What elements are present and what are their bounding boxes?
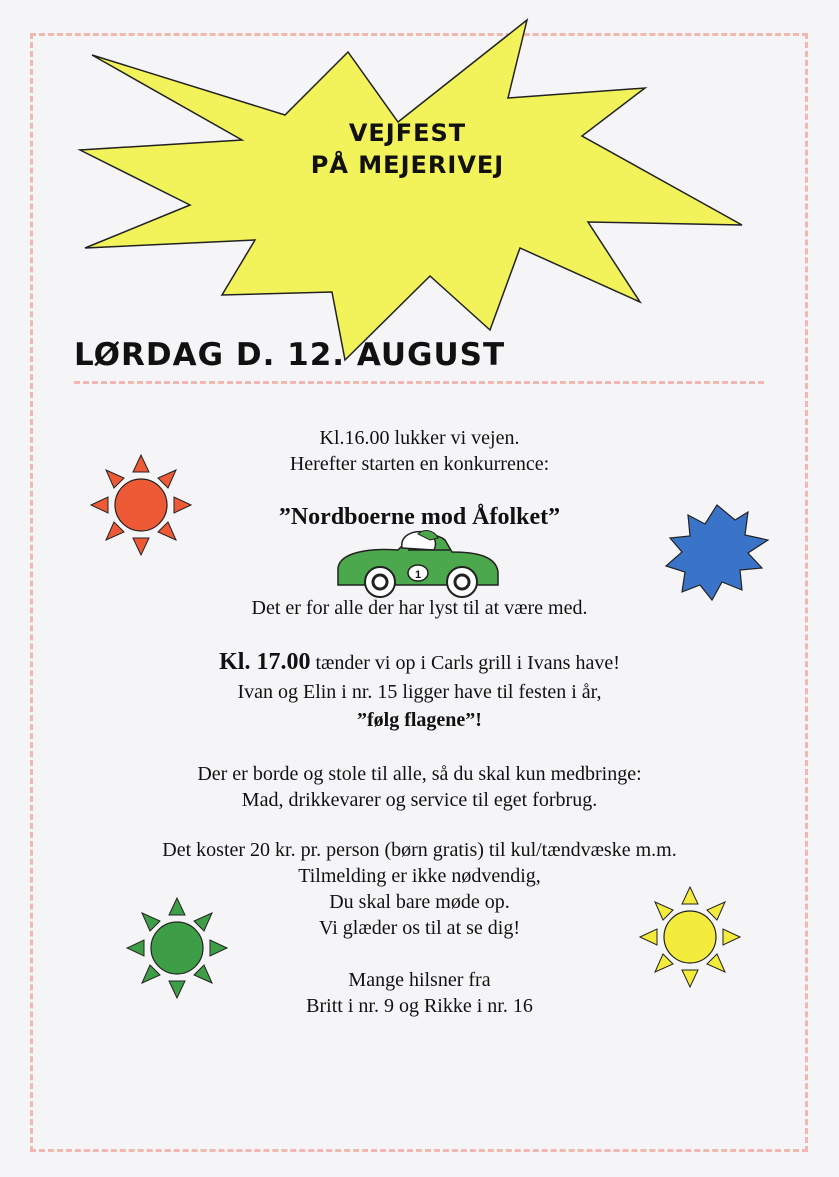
grill-line-3: ”følg flagene”! xyxy=(357,709,482,731)
headline-line-2: PÅ MEJERIVEJ xyxy=(310,151,505,179)
signoff-line-2: Britt i nr. 9 og Rikke i nr. 16 xyxy=(306,995,533,1017)
date-divider xyxy=(74,381,764,384)
intro-line-1: Kl.16.00 lukker vi vejen. xyxy=(319,427,520,449)
grill-text: tænder vi op i Carls grill i Ivans have! xyxy=(310,652,620,674)
supplies-line-1: Der er borde og stole til alle, så du skal kun medbringe: xyxy=(197,763,642,785)
cost-line-3: Du skal bare møde op. xyxy=(329,891,510,913)
cost-line-2: Tilmelding er ikke nødvendig, xyxy=(298,865,541,887)
headline-line-1: VEJFEST xyxy=(348,119,467,147)
grill-line-1 xyxy=(0,650,839,675)
grill-time: Kl. 17.00 xyxy=(219,649,311,675)
signoff-line-1: Mange hilsner fra xyxy=(348,969,491,991)
race-car-icon xyxy=(338,531,498,597)
date-heading: LØRDAG D. 12. AUGUST xyxy=(74,337,506,373)
grill-line-2: Ivan og Elin i nr. 15 ligger have til festen i år, xyxy=(237,681,602,703)
car-number: 1 xyxy=(414,569,422,581)
participation-text: Det er for alle der har lyst til at være med. xyxy=(251,597,588,619)
starburst-icon xyxy=(80,20,742,360)
contest-title: ”Nordboerne mod Åfolket” xyxy=(278,504,561,530)
supplies-line-2: Mad, drikkevarer og service til eget forbrug. xyxy=(241,789,598,811)
cost-line-4: Vi glæder os til at se dig! xyxy=(319,917,520,939)
intro-line-2: Herefter starten en konkurrence: xyxy=(289,453,550,475)
cost-line-1: Det koster 20 kr. pr. person (børn gratis) til kul/tændvæske m.m. xyxy=(162,839,677,861)
